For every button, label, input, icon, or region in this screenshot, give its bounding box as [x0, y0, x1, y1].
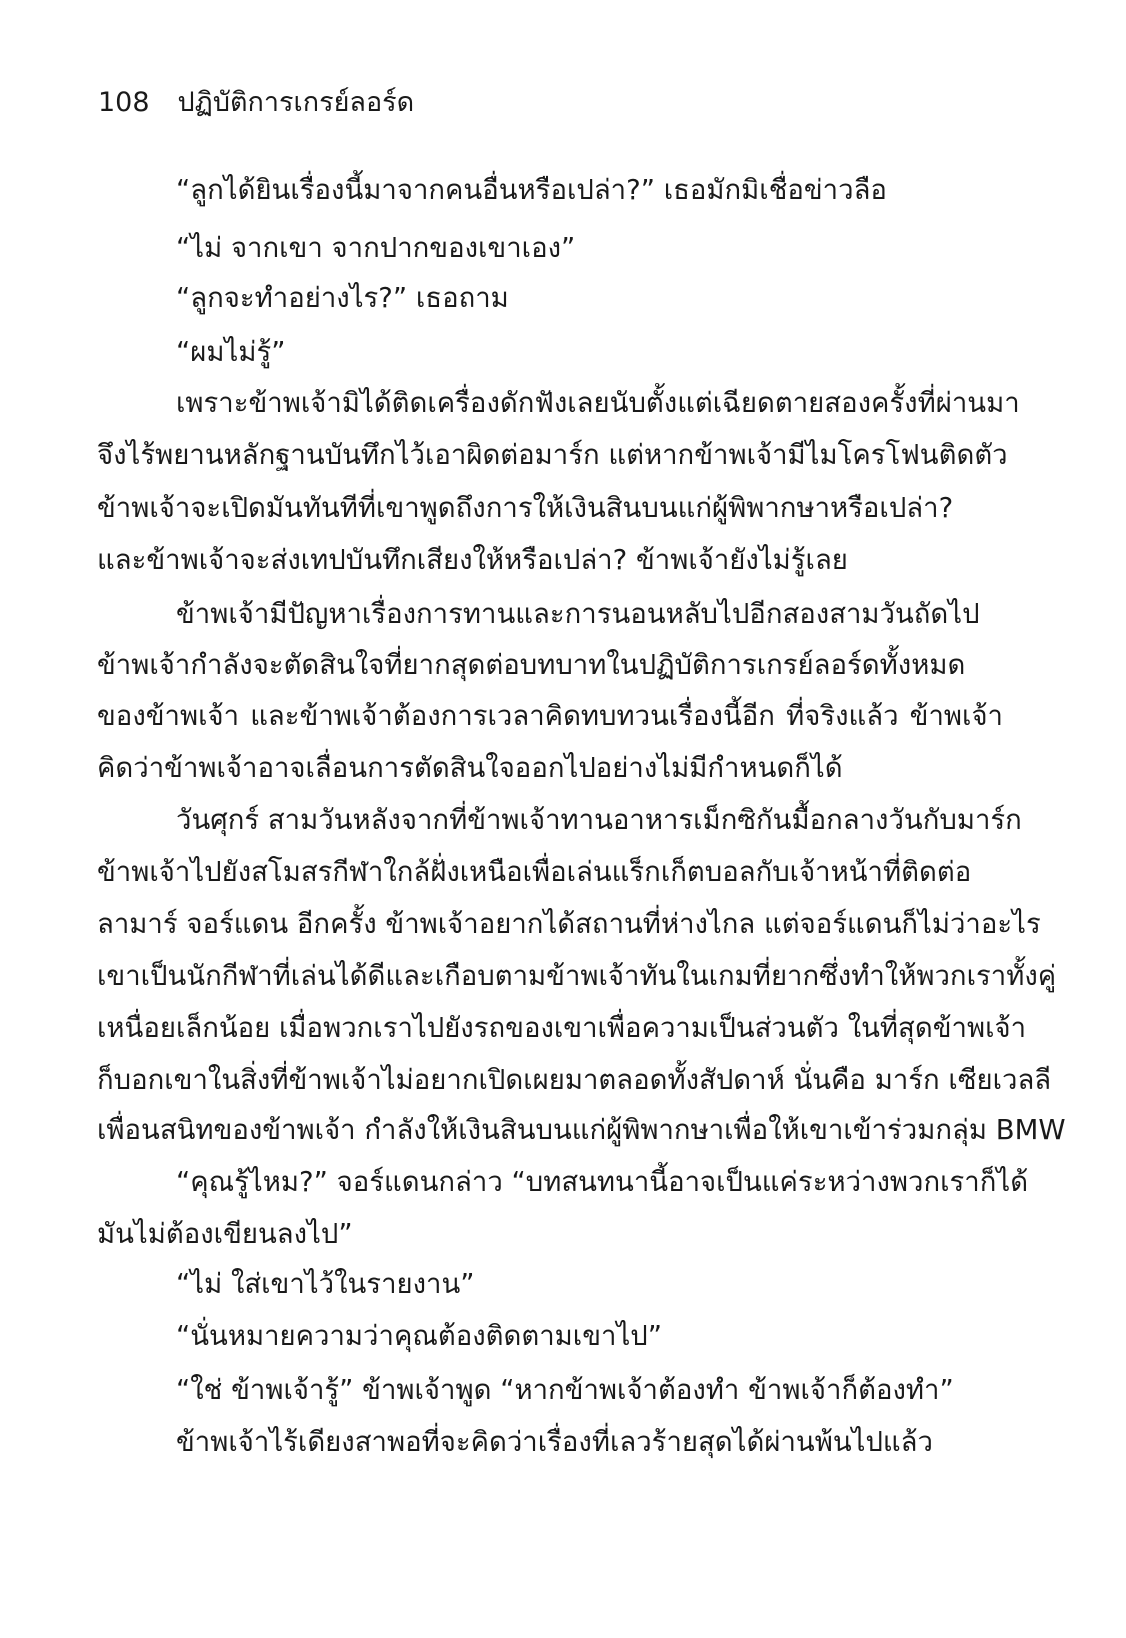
running-title: ปฏิบัติการเกรย์ลอร์ด	[177, 87, 415, 118]
text-line: ข้าพเจ้าไปยังสโมสรกีฬาใกล้ฝั่งเหนือเพื่อเล่นแร็กเก็ตบอลกับเจ้าหน้าที่ติดต่อ	[97, 856, 972, 888]
text-line: “ไม่ จากเขา จากปากของเขาเอง”	[176, 232, 576, 264]
page-header	[98, 86, 414, 120]
text-line: ข้าพเจ้ากำลังจะตัดสินใจที่ยากสุดต่อบทบาทในปฏิบัติการเกรย์ลอร์ดทั้งหมด	[97, 649, 966, 681]
text-line: ข้าพเจ้าไร้เดียงสาพอที่จะคิดว่าเรื่องที่เลวร้ายสุดได้ผ่านพ้นไปแล้ว	[176, 1426, 933, 1458]
text-line: ก็บอกเขาในสิ่งที่ข้าพเจ้าไม่อยากเปิดเผยมาตลอดทั้งสัปดาห์ นั่นคือ มาร์ก เซียเวลลี	[97, 1064, 1052, 1096]
page-number: 108	[98, 87, 150, 118]
text-line: และข้าพเจ้าจะส่งเทปบันทึกเสียงให้หรือเปล่า? ข้าพเจ้ายังไม่รู้เลย	[97, 544, 848, 576]
text-line: ของข้าพเจ้า และข้าพเจ้าต้องการเวลาคิดทบทวนเรื่องนี้อีก ที่จริงแล้ว ข้าพเจ้า	[97, 700, 1003, 732]
text-line: ข้าพเจ้ามีปัญหาเรื่องการทานและการนอนหลับไปอีกสองสามวันถัดไป	[176, 598, 980, 630]
text-line: “ลูกได้ยินเรื่องนี้มาจากคนอื่นหรือเปล่า?” เธอมักมิเชื่อข่าวลือ	[176, 174, 887, 206]
text-line: เพราะข้าพเจ้ามิได้ติดเครื่องดักฟังเลยนับตั้งแต่เฉียดตายสองครั้งที่ผ่านมา	[176, 387, 1020, 419]
text-line: “ลูกจะทำอย่างไร?” เธอถาม	[176, 282, 509, 314]
text-line: วันศุกร์ สามวันหลังจากที่ข้าพเจ้าทานอาหารเม็กซิกันมื้อกลางวันกับมาร์ก	[176, 804, 1022, 836]
text-line: “ผมไม่รู้”	[176, 336, 286, 368]
text-line: ข้าพเจ้าจะเปิดมันทันทีที่เขาพูดถึงการให้เงินสินบนแก่ผู้พิพากษาหรือเปล่า?	[97, 492, 954, 524]
text-line: จึงไร้พยานหลักฐานบันทึกไว้เอาผิดต่อมาร์ก แต่หากข้าพเจ้ามีไมโครโฟนติดตัว	[97, 439, 1008, 471]
text-line: “คุณรู้ไหม?” จอร์แดนกล่าว “บทสนทนานี้อาจเป็นแค่ระหว่างพวกเราก็ได้	[176, 1166, 1029, 1198]
text-line: “ไม่ ใส่เขาไว้ในรายงาน”	[176, 1268, 475, 1300]
text-line: เพื่อนสนิทของข้าพเจ้า กำลังให้เงินสินบนแก่ผู้พิพากษาเพื่อให้เขาเข้าร่วมกลุ่ม BMW	[97, 1114, 1066, 1146]
text-line: “ใช่ ข้าพเจ้ารู้” ข้าพเจ้าพูด “หากข้าพเจ้าต้องทำ ข้าพเจ้าก็ต้องทำ”	[176, 1374, 954, 1406]
text-line: เหนื่อยเล็กน้อย เมื่อพวกเราไปยังรถของเขาเพื่อความเป็นส่วนตัว ในที่สุดข้าพเจ้า	[97, 1012, 1027, 1044]
text-line: ลามาร์ จอร์แดน อีกครั้ง ข้าพเจ้าอยากได้สถานที่ห่างไกล แต่จอร์แดนก็ไม่ว่าอะไร	[97, 908, 1041, 940]
text-line: มันไม่ต้องเขียนลงไป”	[97, 1218, 353, 1250]
text-line: เขาเป็นนักกีฬาที่เล่นได้ดีและเกือบตามข้าพเจ้าทันในเกมที่ยากซึ่งทำให้พวกเราทั้งคู่	[97, 960, 1057, 992]
text-line: “นั่นหมายความว่าคุณต้องติดตามเขาไป”	[176, 1320, 662, 1352]
text-line: คิดว่าข้าพเจ้าอาจเลื่อนการตัดสินใจออกไปอย่างไม่มีกำหนดก็ได้	[97, 752, 843, 784]
